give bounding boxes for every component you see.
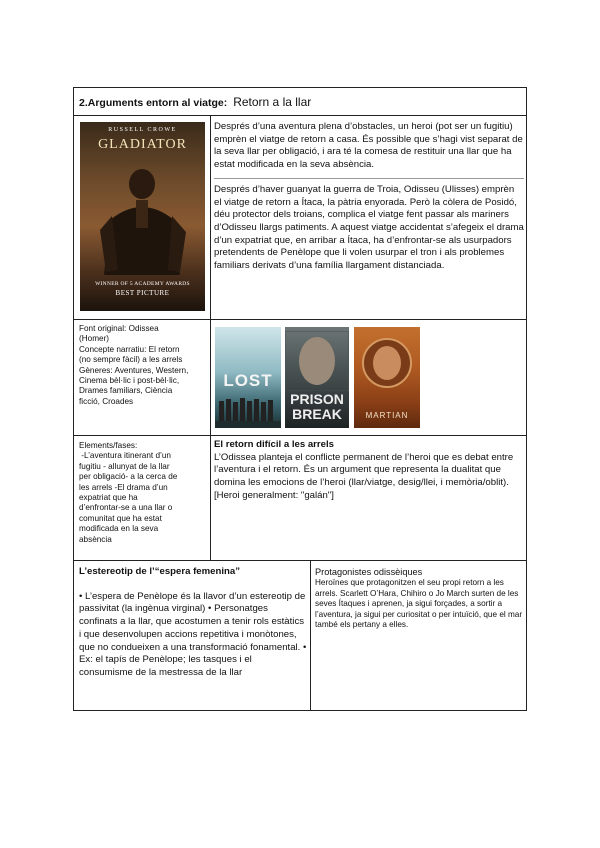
elements-line: comunitat que ha estat <box>79 513 162 523</box>
protagonists-body: Heroïnes que protagonitzen el seu propi retorn a les arrels. Scarlett O’Hara, Chihiro o Jo March surten de les seves Ítaques i aprenen, ja sigui forçades, a sortir a l’aventura, ja sigui per curiositat o per intuïció, que el mar també els pertany a elles. <box>315 578 523 630</box>
poster-actor: RUSSELL CROWE <box>108 127 177 133</box>
stereotype-title: L’estereotip de l’“espera femenina” <box>79 566 241 577</box>
elements-line: modificada en la seva <box>79 524 159 534</box>
section-subtitle: Retorn a la llar <box>233 95 312 109</box>
stereotype-section <box>79 566 307 680</box>
poster-award: WINNER OF 5 ACADEMY AWARDS <box>95 281 190 287</box>
martian-poster <box>354 327 420 428</box>
row-divider <box>74 115 526 116</box>
astronaut-face <box>354 333 420 399</box>
row-divider <box>74 560 526 561</box>
protagonists-section <box>315 567 525 630</box>
poster-title: GLADIATOR <box>98 137 187 152</box>
row-divider <box>74 435 526 436</box>
protagonists-title: Protagonistes odissèiques <box>315 567 423 577</box>
lost-poster <box>215 327 281 428</box>
elements-line: per obligació- a la cerca de <box>79 472 178 482</box>
elements-phases <box>79 441 209 545</box>
column-divider <box>210 115 211 560</box>
elements-line: expatriat que ha <box>79 493 138 503</box>
elements-line: fugitiu - allunyat de la llar <box>79 461 170 471</box>
elements-line: les arrels -El drama d’un <box>79 482 168 492</box>
elements-line: d’enfrontar-se a una llar o <box>79 503 173 513</box>
column-divider <box>310 560 311 711</box>
row-divider <box>74 319 526 320</box>
prison-face <box>285 331 349 391</box>
elements-line: absència <box>79 534 112 544</box>
return-body: L’Odissea planteja el conflicte permanent de l’heroi que es debat entre l’aventura i el retorn. És un argument que representa la dualitat que domina les emocions de l’heroi (llar/viatge, desig/llei, i memòria/oblit). [Heroi generalment: "galán"] <box>214 451 514 501</box>
source-line: (Homer) <box>79 334 110 344</box>
return-section <box>214 439 522 503</box>
section-title: 2.Arguments entorn al viatge: <box>79 97 228 109</box>
elements-line: -L’aventura itinerant d’un <box>79 451 171 461</box>
separator <box>214 178 524 179</box>
argument-table <box>73 87 527 711</box>
stereotype-body: • L’espera de Penèlope és la llavor d’un estereotip de passivitat (la ingènua virginal) • Personatges confinats a la llar, que acostumen a tenir rols estàtics i que desenvolupen accions repetitiva i monòtones, que no condueixen a una transformació fonamental. • Ex: el tapís de Penèlope; les tasques i el consumisme de la mestressa de la llar <box>79 590 307 678</box>
prison-title-2: BREAK <box>292 406 342 422</box>
source-line: (no sempre fàcil) a les arrels <box>79 355 183 365</box>
source-line: Concepte narratiu: El retorn <box>79 344 180 354</box>
lost-cast <box>215 393 281 428</box>
source-line: ficció, Croades <box>79 396 134 406</box>
source-info <box>79 324 209 407</box>
poster-best-picture: BEST PICTURE <box>115 289 170 297</box>
elements-line: Elements/fases: <box>79 441 138 450</box>
prison-title-1: PRISON <box>290 391 344 407</box>
section-heading <box>79 95 519 109</box>
return-title: El retorn difícil a les arrels <box>214 439 334 450</box>
lost-title: LOST <box>223 371 273 390</box>
gladiator-figure <box>80 160 205 275</box>
odyssey-paragraph: Després d’haver guanyat la guerra de Troia, Odisseu (Ulisses) emprèn el viatge de retorn a Ítaca, la pàtria enyorada. Però la còlera de Posidó, déu protector dels troians, complica el viatge fent passar als mariners d’Odisseu llargs patiments. A aquest viatge accidentat s’afegeix el drama d’un expatriat que, en arribar a Ítaca, ha d’enfrontar-se als usurpadors pretendents de Penèlope que li volen usurpar el tron i als problemes familiars derivats d’una família llargament distanciada. <box>214 183 524 272</box>
source-line: Cinema bèl·lic i post-bèl·lic, <box>79 376 180 386</box>
synopsis-paragraph: Després d’una aventura plena d’obstacles, un heroi (pot ser un fugitiu) emprèn el viatge de retorn a casa. És possible que s’hagi vist separat de la seva llar per obligació, i ara té la comesa de restituir una llar que ha estat modificada en la seva absència. <box>214 121 523 171</box>
source-line: Gèneres: Aventures, Western, <box>79 365 189 375</box>
source-line: Font original: Odissea <box>79 324 159 333</box>
gladiator-poster <box>80 122 205 311</box>
source-line: Drames familiars, Ciència <box>79 386 173 396</box>
synopsis <box>214 121 524 273</box>
prison-break-poster <box>285 327 349 428</box>
martian-title: MARTIAN <box>365 411 409 420</box>
